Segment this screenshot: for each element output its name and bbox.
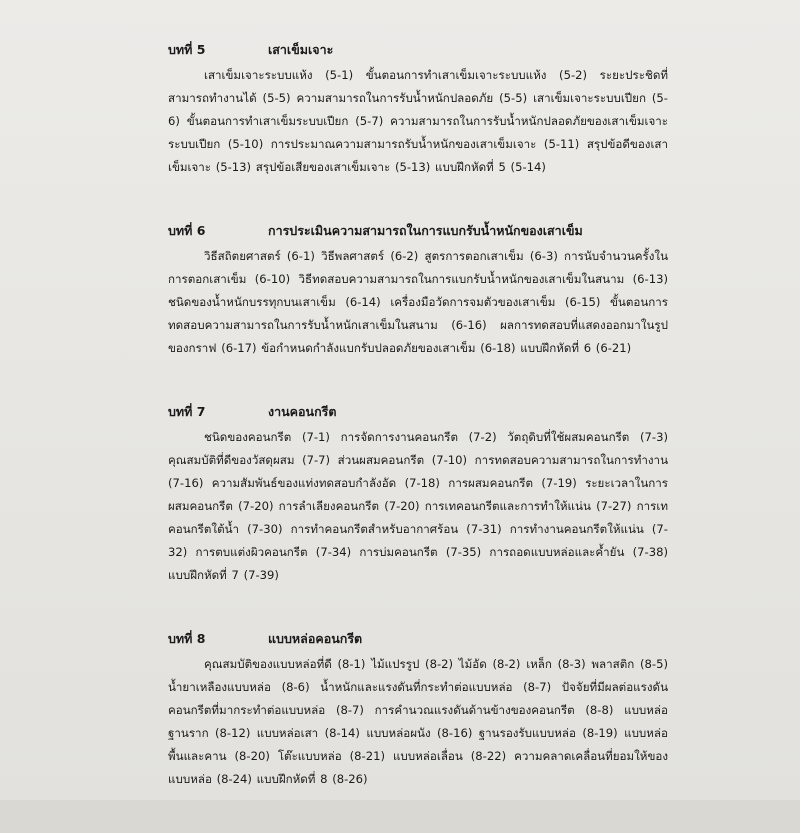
chapter-topics: วิธีสถิตยศาสตร์ (6-1) วิธีพลศาสตร์ (6-2) สูตรการตอกเสาเข็ม (6-3) การนับจำนวนครั้งในการตอกเสาเข็ม (6-10) วิธีทดสอบความสามารถในการแบกรับน้ำหนักของเสาเข็มในสนาม (6-13) ชนิดของน้ำหนักบรรทุกบนเสาเข็ม (6-14) เครื่องมือวัดการจมตัวของเสาเข็ม (6-15) ขั้นตอนการทดสอบความสามารถในการรับน้ำหนักเสาเข็มในสนาม (6-16) ผลการทดสอบที่แสดงออกมาในรูปของกราฟ (6-17) ข้อกำหนดกำลังแบกรับปลอดภัยของเสาเข็ม (6-18) แบบฝึกหัดที่ 6 (6-21) (168, 249, 668, 355)
chapter-number: บทที่ 8 (168, 631, 206, 646)
chapter-topics: เสาเข็มเจาะระบบแห้ง (5-1) ขั้นตอนการทำเสาเข็มเจาะระบบแห้ง (5-2) ระยะประชิดที่สามารถทำงานได้ (5-5) ความสามารถในการรับน้ำหนักปลอดภัย (5-5) เสาเข็มเจาะระบบเปียก (5-6) ขั้นตอนการทำเสาเข็มระบบเปียก (5-7) ความสามารถในการรับน้ำหนักปลอดภัยของเสาเข็มเจาะระบบเปียก (5-10) การประมาณความสามารถรับน้ำหนักของเสาเข็มเจาะ (5-11) สรุปข้อดีของเสาเข็มเจาะ (5-13) สรุปข้อเสียของเสาเข็มเจาะ (5-13) แบบฝึกหัดที่ 5 (5-14) (168, 68, 668, 174)
chapter-topics: ชนิดของคอนกรีต (7-1) การจัดการงานคอนกรีต (7-2) วัตถุดิบที่ใช้ผสมคอนกรีต (7-3) คุณสมบัติที่ดีของวัสดุผสม (7-7) ส่วนผสมคอนกรีต (7-10) การทดสอบความสามารถในการทำงาน (7-16) ความสัมพันธ์ของแท่งทดสอบกำลังอัด (7-18) การผสมคอนกรีต (7-19) ระยะเวลาในการผสมคอนกรีต (7-20) การลำเลียงคอนกรีต (7-20) การเทคอนกรีตและการทำให้แน่น (7-27) การเทคอนกรีตใต้น้ำ (7-30) การทำคอนกรีตสำหรับอากาศร้อน (7-31) การทำงานคอนกรีตให้แน่น (7-32) การตบแต่งผิวคอนกรีต (7-34) การบ่มคอนกรีต (7-35) การถอดแบบหล่อและค้ำยัน (7-38) แบบฝึกหัดที่ 7 (7-39) (168, 430, 668, 582)
chapter-5 (168, 40, 668, 179)
chapter-6 (168, 221, 668, 360)
chapter-title: งานคอนกรีต (268, 404, 337, 419)
chapter-7 (168, 402, 668, 587)
chapter-heading (168, 629, 668, 651)
chapter-8 (168, 629, 668, 791)
chapter-heading (168, 40, 668, 62)
chapter-number: บทที่ 5 (168, 42, 206, 57)
chapter-title: เสาเข็มเจาะ (268, 42, 334, 57)
chapter-topics: คุณสมบัติของแบบหล่อที่ดี (8-1) ไม้แปรรูป (8-2) ไม้อัด (8-2) เหล็ก (8-3) พลาสติก (8-5) น้ำยาเหลืองแบบหล่อ (8-6) น้ำหนักและแรงดันที่กระทำต่อแบบหล่อ (8-7) ปัจจัยที่มีผลต่อแรงดันคอนกรีตที่มากระทำต่อแบบหล่อ (8-7) การคำนวณแรงดันด้านข้างของคอนกรีต (8-8) แบบหล่อฐานราก (8-12) แบบหล่อเสา (8-14) แบบหล่อผนัง (8-16) ฐานรองรับแบบหล่อ (8-19) แบบหล่อพื้นและคาน (8-20) โต๊ะแบบหล่อ (8-21) แบบหล่อเลื่อน (8-22) ความคลาดเคลื่อนที่ยอมให้ของแบบหล่อ (8-24) แบบฝึกหัดที่ 8 (8-26) (168, 657, 668, 786)
chapter-heading (168, 221, 668, 243)
chapter-title: การประเมินความสามารถในการแบกรับน้ำหนักของเสาเข็ม (268, 223, 583, 238)
chapter-number: บทที่ 6 (168, 223, 206, 238)
table-of-contents (168, 40, 668, 833)
chapter-title: แบบหล่อคอนกรีต (268, 631, 363, 646)
chapter-number: บทที่ 7 (168, 404, 206, 419)
chapter-heading (168, 402, 668, 424)
